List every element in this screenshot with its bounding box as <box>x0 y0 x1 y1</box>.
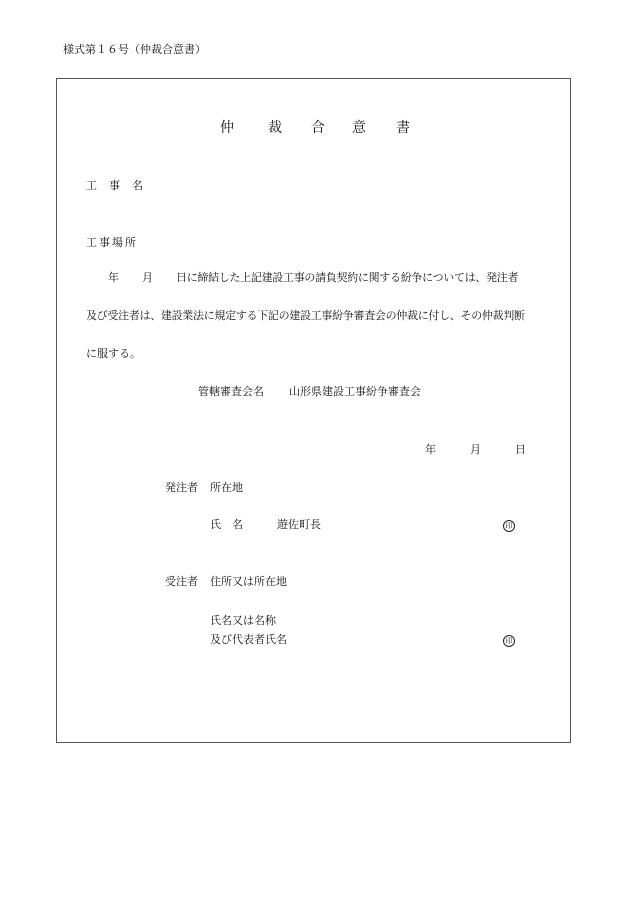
title-char: 合 <box>311 120 325 136</box>
form-frame <box>56 78 571 743</box>
date-month: 月 <box>470 443 481 456</box>
body-month: 月 <box>142 271 153 284</box>
title-char: 仲 <box>220 120 234 136</box>
seal-mark: 印 <box>503 634 515 647</box>
title-char: 書 <box>396 120 410 136</box>
title-char: 裁 <box>268 120 282 136</box>
orderer-address-label: 所在地 <box>210 481 243 494</box>
committee-value: 山形県建設工事紛争審査会 <box>289 385 421 398</box>
project-site-label: 工事場所 <box>86 236 138 249</box>
contractor-name-label-1: 氏名又は名称 <box>210 614 276 627</box>
date-year: 年 <box>425 443 436 456</box>
contractor-name-label-2: 及び代表者氏名 <box>210 633 287 646</box>
form-number: 様式第１６号（仲裁合意書） <box>63 43 206 56</box>
orderer-role: 発注者 <box>165 481 198 494</box>
body-line-2: 及び受注者は、建設業法に規定する下記の建設工事紛争審査会の仲裁に付し、その仲裁判断 <box>86 309 525 322</box>
date-day: 日 <box>515 443 526 456</box>
contractor-role: 受注者 <box>165 575 198 588</box>
title-char: 意 <box>352 120 366 136</box>
seal-mark: 印 <box>503 519 515 532</box>
orderer-name-value: 遊佐町長 <box>277 518 321 531</box>
committee-label: 管轄審査会名 <box>198 385 264 398</box>
orderer-name-label-2: 名 <box>232 518 243 531</box>
body-year: 年 <box>108 271 119 284</box>
body-line-3: に服する。 <box>86 347 141 360</box>
orderer-name-label-1: 氏 <box>210 518 221 531</box>
contractor-address-label: 住所又は所在地 <box>210 575 287 588</box>
body-line-1: 日に締結した上記建設工事の請負契約に関する紛争については、発注者 <box>176 271 519 284</box>
